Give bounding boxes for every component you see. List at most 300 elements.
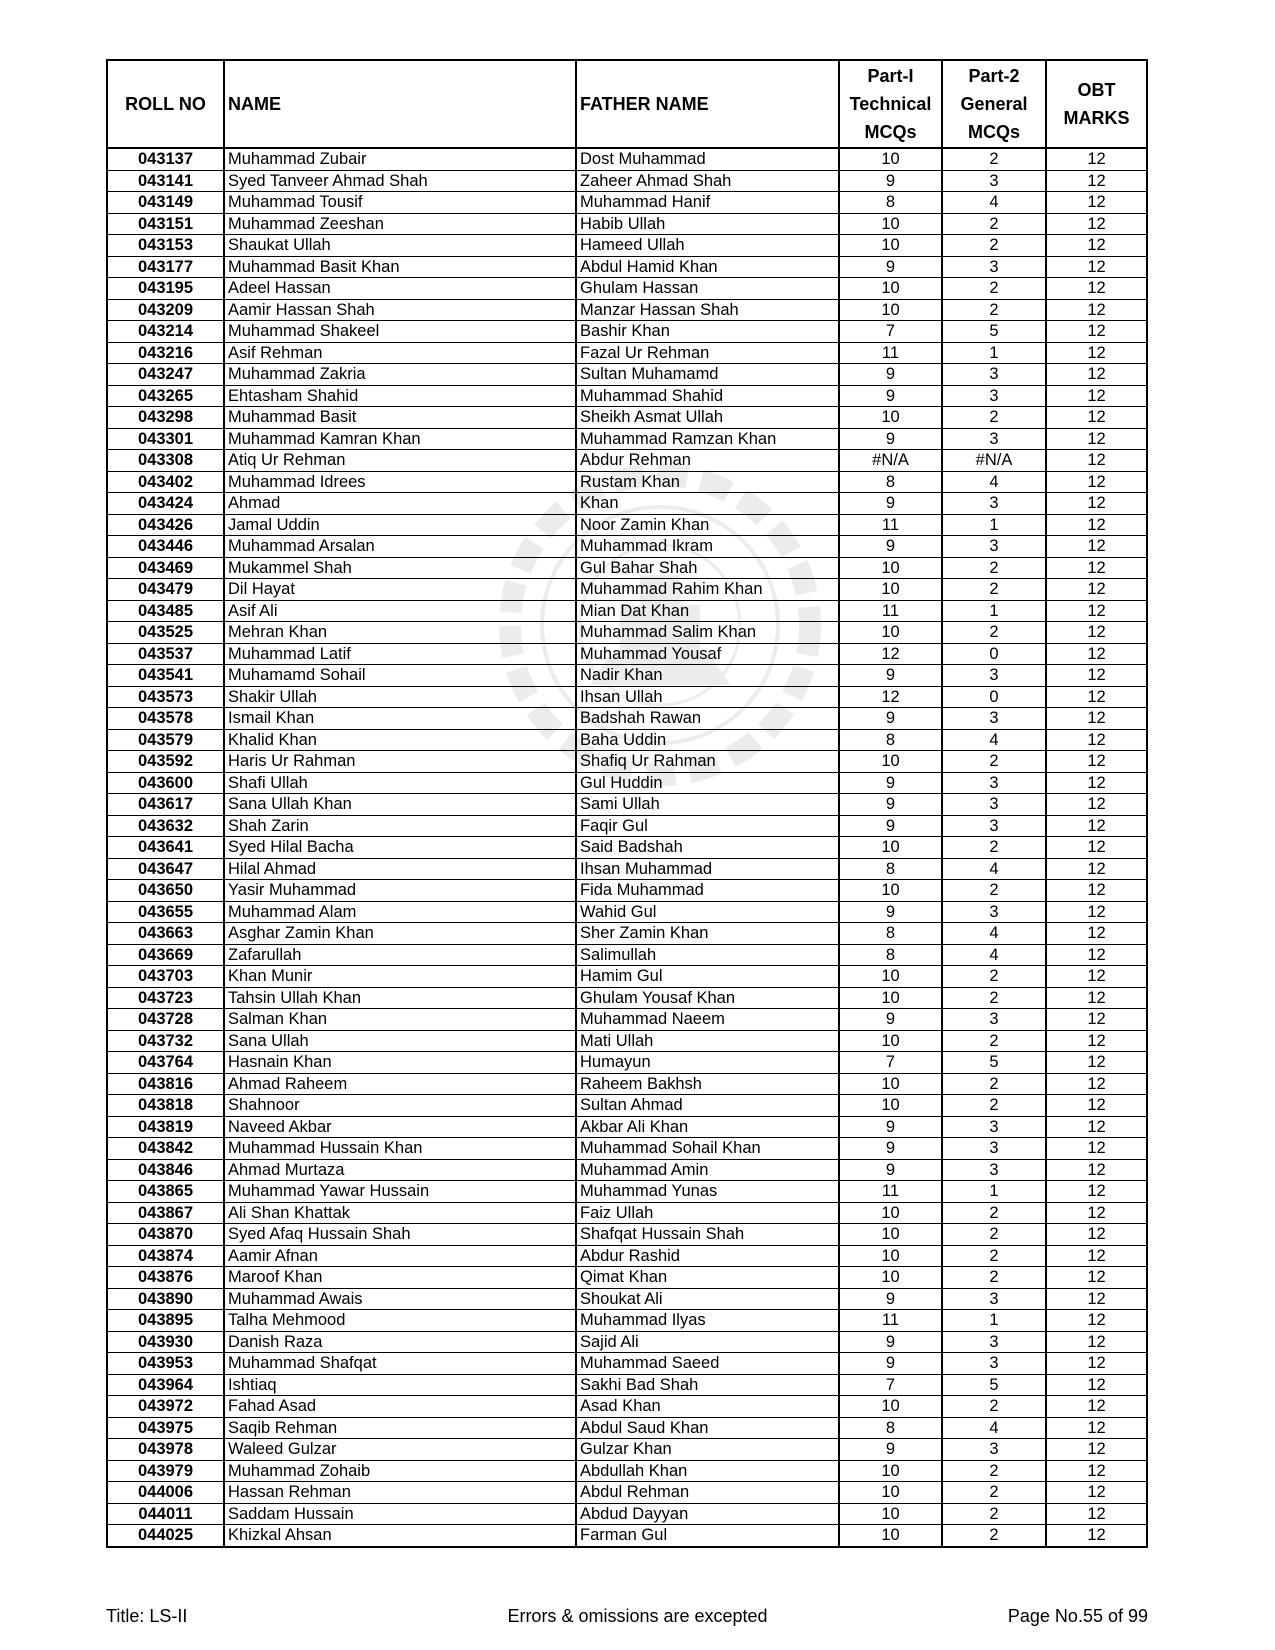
obt-marks-cell: 12 — [1046, 385, 1147, 407]
table-row — [107, 170, 1147, 192]
roll-no-cell: 043216 — [107, 342, 224, 364]
part1-score-cell: 8 — [839, 944, 942, 966]
obt-marks-cell: 12 — [1046, 751, 1147, 773]
part2-score-cell: 2 — [942, 278, 1046, 300]
part2-score-cell: 2 — [942, 579, 1046, 601]
roll-no-cell: 043301 — [107, 428, 224, 450]
header-part1-line1: Part-I — [867, 66, 914, 86]
roll-no-cell: 043177 — [107, 256, 224, 278]
roll-no-cell: 043870 — [107, 1224, 224, 1246]
obt-marks-cell: 12 — [1046, 600, 1147, 622]
table-row — [107, 1138, 1147, 1160]
roll-no-cell: 043890 — [107, 1288, 224, 1310]
roll-no-cell: 043579 — [107, 729, 224, 751]
part1-score-cell: 9 — [839, 901, 942, 923]
obt-marks-cell: 12 — [1046, 1353, 1147, 1375]
header-part2-general — [942, 60, 1046, 148]
header-part2-line3: MCQs — [967, 122, 1020, 142]
father-name-cell: Farman Gul — [576, 1525, 839, 1547]
name-cell: Muhammad Shakeel — [224, 321, 576, 343]
part1-score-cell: 12 — [839, 686, 942, 708]
part2-score-cell: 3 — [942, 1116, 1046, 1138]
roll-no-cell: 043617 — [107, 794, 224, 816]
header-obt-marks — [1046, 60, 1147, 148]
father-name-cell: Muhammad Ilyas — [576, 1310, 839, 1332]
father-name-cell: Khan — [576, 493, 839, 515]
name-cell: Asif Ali — [224, 600, 576, 622]
roll-no-cell: 043298 — [107, 407, 224, 429]
table-row — [107, 148, 1147, 170]
part2-score-cell: 2 — [942, 1073, 1046, 1095]
roll-no-cell: 043479 — [107, 579, 224, 601]
father-name-cell: Ihsan Ullah — [576, 686, 839, 708]
obt-marks-cell: 12 — [1046, 299, 1147, 321]
obt-marks-cell: 12 — [1046, 148, 1147, 170]
header-obt-line1: OBT — [1077, 80, 1116, 100]
part2-score-cell: 2 — [942, 1503, 1046, 1525]
part1-score-cell: 9 — [839, 1288, 942, 1310]
father-name-cell: Faiz Ullah — [576, 1202, 839, 1224]
roll-no-cell: 043964 — [107, 1374, 224, 1396]
father-name-cell: Muhammad Salim Khan — [576, 622, 839, 644]
table-row — [107, 299, 1147, 321]
part2-score-cell: 3 — [942, 665, 1046, 687]
table-body — [107, 148, 1147, 1547]
part1-score-cell: 8 — [839, 471, 942, 493]
name-cell: Atiq Ur Rehman — [224, 450, 576, 472]
part2-score-cell: 4 — [942, 858, 1046, 880]
part1-score-cell: 9 — [839, 493, 942, 515]
roll-no-cell: 043137 — [107, 148, 224, 170]
roll-no-cell: 043930 — [107, 1331, 224, 1353]
table-row — [107, 1030, 1147, 1052]
table-row — [107, 751, 1147, 773]
part1-score-cell: 10 — [839, 579, 942, 601]
part1-score-cell: 10 — [839, 1202, 942, 1224]
roll-no-cell: 043641 — [107, 837, 224, 859]
father-name-cell: Baha Uddin — [576, 729, 839, 751]
part2-score-cell: 2 — [942, 1482, 1046, 1504]
part2-score-cell: #N/A — [942, 450, 1046, 472]
part1-score-cell: 10 — [839, 148, 942, 170]
part2-score-cell: 2 — [942, 837, 1046, 859]
part1-score-cell: 9 — [839, 1159, 942, 1181]
father-name-cell: Sajid Ali — [576, 1331, 839, 1353]
part2-score-cell: 3 — [942, 1009, 1046, 1031]
part1-score-cell: 11 — [839, 342, 942, 364]
part1-score-cell: 11 — [839, 514, 942, 536]
part2-score-cell: 4 — [942, 923, 1046, 945]
name-cell: Ahmad — [224, 493, 576, 515]
table-row — [107, 923, 1147, 945]
part1-score-cell: 7 — [839, 1374, 942, 1396]
name-cell: Muhammad Zubair — [224, 148, 576, 170]
name-cell: Mehran Khan — [224, 622, 576, 644]
name-cell: Muhammad Alam — [224, 901, 576, 923]
obt-marks-cell: 12 — [1046, 557, 1147, 579]
table-row — [107, 708, 1147, 730]
roll-no-cell: 043209 — [107, 299, 224, 321]
father-name-cell: Habib Ullah — [576, 213, 839, 235]
obt-marks-cell: 12 — [1046, 321, 1147, 343]
part1-score-cell: 10 — [839, 1460, 942, 1482]
part2-score-cell: 3 — [942, 536, 1046, 558]
obt-marks-cell: 12 — [1046, 1310, 1147, 1332]
part1-score-cell: 7 — [839, 1052, 942, 1074]
father-name-cell: Ghulam Yousaf Khan — [576, 987, 839, 1009]
table-row — [107, 493, 1147, 515]
name-cell: Muhammad Basit Khan — [224, 256, 576, 278]
name-cell: Muhammad Tousif — [224, 192, 576, 214]
father-name-cell: Gulzar Khan — [576, 1439, 839, 1461]
roll-no-cell: 043842 — [107, 1138, 224, 1160]
father-name-cell: Zaheer Ahmad Shah — [576, 170, 839, 192]
obt-marks-cell: 12 — [1046, 858, 1147, 880]
obt-marks-cell: 12 — [1046, 1009, 1147, 1031]
obt-marks-cell: 12 — [1046, 1095, 1147, 1117]
part1-score-cell: 9 — [839, 1138, 942, 1160]
table-row — [107, 1095, 1147, 1117]
name-cell: Shahnoor — [224, 1095, 576, 1117]
part2-score-cell: 2 — [942, 213, 1046, 235]
obt-marks-cell: 12 — [1046, 1181, 1147, 1203]
part1-score-cell: 10 — [839, 1030, 942, 1052]
table-header — [107, 60, 1147, 148]
roll-no-cell: 043978 — [107, 1439, 224, 1461]
father-name-cell: Sultan Muhamamd — [576, 364, 839, 386]
table-row — [107, 1116, 1147, 1138]
part2-score-cell: 3 — [942, 772, 1046, 794]
name-cell: Zafarullah — [224, 944, 576, 966]
table-row — [107, 944, 1147, 966]
obt-marks-cell: 12 — [1046, 213, 1147, 235]
part1-score-cell: #N/A — [839, 450, 942, 472]
obt-marks-cell: 12 — [1046, 923, 1147, 945]
obt-marks-cell: 12 — [1046, 1482, 1147, 1504]
part2-score-cell: 2 — [942, 1224, 1046, 1246]
name-cell: Ali Shan Khattak — [224, 1202, 576, 1224]
name-cell: Muhammad Zakria — [224, 364, 576, 386]
obt-marks-cell: 12 — [1046, 1224, 1147, 1246]
part2-score-cell: 4 — [942, 1417, 1046, 1439]
obt-marks-cell: 12 — [1046, 772, 1147, 794]
name-cell: Asghar Zamin Khan — [224, 923, 576, 945]
part2-score-cell: 3 — [942, 1331, 1046, 1353]
table-row — [107, 858, 1147, 880]
father-name-cell: Muhammad Rahim Khan — [576, 579, 839, 601]
obt-marks-cell: 12 — [1046, 1116, 1147, 1138]
roll-no-cell: 043141 — [107, 170, 224, 192]
name-cell: Ismail Khan — [224, 708, 576, 730]
father-name-cell: Badshah Rawan — [576, 708, 839, 730]
name-cell: Shafi Ullah — [224, 772, 576, 794]
roll-no-cell: 043728 — [107, 1009, 224, 1031]
table-row — [107, 794, 1147, 816]
part1-score-cell: 10 — [839, 1073, 942, 1095]
obt-marks-cell: 12 — [1046, 450, 1147, 472]
name-cell: Shakir Ullah — [224, 686, 576, 708]
roll-no-cell: 043485 — [107, 600, 224, 622]
part1-score-cell: 9 — [839, 256, 942, 278]
part2-score-cell: 5 — [942, 1374, 1046, 1396]
father-name-cell: Abdul Hamid Khan — [576, 256, 839, 278]
name-cell: Muhammad Arsalan — [224, 536, 576, 558]
table-row — [107, 256, 1147, 278]
obt-marks-cell: 12 — [1046, 342, 1147, 364]
father-name-cell: Raheem Bakhsh — [576, 1073, 839, 1095]
father-name-cell: Sher Zamin Khan — [576, 923, 839, 945]
father-name-cell: Muhammad Yousaf — [576, 643, 839, 665]
father-name-cell: Sami Ullah — [576, 794, 839, 816]
obt-marks-cell: 12 — [1046, 1439, 1147, 1461]
obt-marks-cell: 12 — [1046, 407, 1147, 429]
obt-marks-cell: 12 — [1046, 1374, 1147, 1396]
header-part1-line2: Technical — [849, 94, 932, 114]
document-title: Title: LS-II — [106, 1606, 188, 1626]
roll-no-cell: 043874 — [107, 1245, 224, 1267]
part2-score-cell: 2 — [942, 966, 1046, 988]
father-name-cell: Abdur Rehman — [576, 450, 839, 472]
father-name-cell: Faqir Gul — [576, 815, 839, 837]
table-row — [107, 579, 1147, 601]
part1-score-cell: 10 — [839, 751, 942, 773]
roll-no-cell: 043819 — [107, 1116, 224, 1138]
roll-no-cell: 044011 — [107, 1503, 224, 1525]
table-row — [107, 385, 1147, 407]
obt-marks-cell: 12 — [1046, 815, 1147, 837]
table-row — [107, 1439, 1147, 1461]
header-part1-line3: MCQs — [864, 122, 917, 142]
part1-score-cell: 9 — [839, 1439, 942, 1461]
part1-score-cell: 9 — [839, 794, 942, 816]
part1-score-cell: 10 — [839, 837, 942, 859]
father-name-cell: Abdul Rehman — [576, 1482, 839, 1504]
part2-score-cell: 2 — [942, 880, 1046, 902]
name-cell: Sana Ullah — [224, 1030, 576, 1052]
table-row — [107, 471, 1147, 493]
father-name-cell: Abdullah Khan — [576, 1460, 839, 1482]
name-cell: Muhammad Awais — [224, 1288, 576, 1310]
father-name-cell: Abdur Rashid — [576, 1245, 839, 1267]
table-row — [107, 686, 1147, 708]
table-row — [107, 1374, 1147, 1396]
obt-marks-cell: 12 — [1046, 1138, 1147, 1160]
part2-score-cell: 2 — [942, 1245, 1046, 1267]
obt-marks-cell: 12 — [1046, 944, 1147, 966]
part2-score-cell: 2 — [942, 1202, 1046, 1224]
part1-score-cell: 9 — [839, 772, 942, 794]
name-cell: Muhammad Hussain Khan — [224, 1138, 576, 1160]
roll-no-cell: 043764 — [107, 1052, 224, 1074]
part1-score-cell: 10 — [839, 278, 942, 300]
father-name-cell: Sakhi Bad Shah — [576, 1374, 839, 1396]
part1-score-cell: 10 — [839, 987, 942, 1009]
obt-marks-cell: 12 — [1046, 729, 1147, 751]
table-row — [107, 1224, 1147, 1246]
obt-marks-cell: 12 — [1046, 686, 1147, 708]
part2-score-cell: 3 — [942, 815, 1046, 837]
table-row — [107, 622, 1147, 644]
table-row — [107, 966, 1147, 988]
name-cell: Ehtasham Shahid — [224, 385, 576, 407]
father-name-cell: Asad Khan — [576, 1396, 839, 1418]
part2-score-cell: 2 — [942, 235, 1046, 257]
table-row — [107, 1181, 1147, 1203]
part1-score-cell: 9 — [839, 1116, 942, 1138]
obt-marks-cell: 12 — [1046, 428, 1147, 450]
name-cell: Khan Munir — [224, 966, 576, 988]
obt-marks-cell: 12 — [1046, 1288, 1147, 1310]
roll-no-cell: 043876 — [107, 1267, 224, 1289]
name-cell: Muhammad Yawar Hussain — [224, 1181, 576, 1203]
obt-marks-cell: 12 — [1046, 256, 1147, 278]
roll-no-cell: 043816 — [107, 1073, 224, 1095]
roll-no-cell: 043402 — [107, 471, 224, 493]
table-row — [107, 321, 1147, 343]
roll-no-cell: 043655 — [107, 901, 224, 923]
header-part1-technical — [839, 60, 942, 148]
roll-no-cell: 043972 — [107, 1396, 224, 1418]
roll-no-cell: 043650 — [107, 880, 224, 902]
part1-score-cell: 9 — [839, 665, 942, 687]
part2-score-cell: 3 — [942, 794, 1046, 816]
name-cell: Haris Ur Rahman — [224, 751, 576, 773]
part1-score-cell: 9 — [839, 536, 942, 558]
father-name-cell: Muhammad Shahid — [576, 385, 839, 407]
father-name-cell: Mian Dat Khan — [576, 600, 839, 622]
father-name-cell: Manzar Hassan Shah — [576, 299, 839, 321]
table-row — [107, 1460, 1147, 1482]
header-roll-no: ROLL NO — [107, 60, 224, 148]
roll-no-cell: 043573 — [107, 686, 224, 708]
father-name-cell: Qimat Khan — [576, 1267, 839, 1289]
part2-score-cell: 5 — [942, 1052, 1046, 1074]
part1-score-cell: 11 — [839, 1310, 942, 1332]
father-name-cell: Shafqat Hussain Shah — [576, 1224, 839, 1246]
header-part2-line2: General — [960, 94, 1028, 114]
part2-score-cell: 3 — [942, 256, 1046, 278]
roll-no-cell: 043600 — [107, 772, 224, 794]
part2-score-cell: 3 — [942, 1288, 1046, 1310]
name-cell: Fahad Asad — [224, 1396, 576, 1418]
roll-no-cell: 043663 — [107, 923, 224, 945]
part1-score-cell: 9 — [839, 385, 942, 407]
obt-marks-cell: 12 — [1046, 1525, 1147, 1547]
part2-score-cell: 2 — [942, 1267, 1046, 1289]
name-cell: Muhammad Latif — [224, 643, 576, 665]
father-name-cell: Shafiq Ur Rahman — [576, 751, 839, 773]
table-row — [107, 235, 1147, 257]
table-row — [107, 1503, 1147, 1525]
obt-marks-cell: 12 — [1046, 1245, 1147, 1267]
part1-score-cell: 10 — [839, 407, 942, 429]
part2-score-cell: 3 — [942, 1439, 1046, 1461]
part2-score-cell: 0 — [942, 686, 1046, 708]
errors-notice: Errors & omissions are excepted — [507, 1606, 768, 1626]
roll-no-cell: 043308 — [107, 450, 224, 472]
obt-marks-cell: 12 — [1046, 493, 1147, 515]
obt-marks-cell: 12 — [1046, 514, 1147, 536]
part1-score-cell: 10 — [839, 1525, 942, 1547]
header-name: NAME — [224, 60, 576, 148]
table-row — [107, 1202, 1147, 1224]
part1-score-cell: 8 — [839, 729, 942, 751]
name-cell: Muhammad Zohaib — [224, 1460, 576, 1482]
roll-no-cell: 043818 — [107, 1095, 224, 1117]
roll-no-cell: 043975 — [107, 1417, 224, 1439]
name-cell: Hilal Ahmad — [224, 858, 576, 880]
obt-marks-cell: 12 — [1046, 987, 1147, 1009]
obt-marks-cell: 12 — [1046, 901, 1147, 923]
part2-score-cell: 3 — [942, 1353, 1046, 1375]
part1-score-cell: 9 — [839, 708, 942, 730]
table-row — [107, 342, 1147, 364]
part2-score-cell: 4 — [942, 192, 1046, 214]
father-name-cell: Ghulam Hassan — [576, 278, 839, 300]
table-row — [107, 643, 1147, 665]
part1-score-cell: 10 — [839, 1095, 942, 1117]
name-cell: Dil Hayat — [224, 579, 576, 601]
father-name-cell: Muhammad Hanif — [576, 192, 839, 214]
part2-score-cell: 2 — [942, 1525, 1046, 1547]
part1-score-cell: 10 — [839, 1396, 942, 1418]
table-row — [107, 1159, 1147, 1181]
part1-score-cell: 8 — [839, 858, 942, 880]
roll-no-cell: 043153 — [107, 235, 224, 257]
roll-no-cell: 043578 — [107, 708, 224, 730]
part1-score-cell: 10 — [839, 966, 942, 988]
name-cell: Mukammel Shah — [224, 557, 576, 579]
header-part2-line1: Part-2 — [968, 66, 1020, 86]
part2-score-cell: 1 — [942, 1310, 1046, 1332]
obt-marks-cell: 12 — [1046, 966, 1147, 988]
roll-no-cell: 043149 — [107, 192, 224, 214]
name-cell: Saddam Hussain — [224, 1503, 576, 1525]
roll-no-cell: 043469 — [107, 557, 224, 579]
name-cell: Sana Ullah Khan — [224, 794, 576, 816]
part1-score-cell: 10 — [839, 1224, 942, 1246]
obt-marks-cell: 12 — [1046, 192, 1147, 214]
father-name-cell: Humayun — [576, 1052, 839, 1074]
obt-marks-cell: 12 — [1046, 1396, 1147, 1418]
table-row — [107, 1396, 1147, 1418]
name-cell: Salman Khan — [224, 1009, 576, 1031]
father-name-cell: Abdul Saud Khan — [576, 1417, 839, 1439]
father-name-cell: Muhammad Sohail Khan — [576, 1138, 839, 1160]
table-row — [107, 987, 1147, 1009]
obt-marks-cell: 12 — [1046, 1417, 1147, 1439]
part2-score-cell: 3 — [942, 428, 1046, 450]
table-row — [107, 665, 1147, 687]
part1-score-cell: 7 — [839, 321, 942, 343]
table-row — [107, 514, 1147, 536]
roll-no-cell: 043865 — [107, 1181, 224, 1203]
part1-score-cell: 10 — [839, 235, 942, 257]
part2-score-cell: 2 — [942, 148, 1046, 170]
table-row — [107, 407, 1147, 429]
results-table — [106, 59, 1148, 1548]
father-name-cell: Salimullah — [576, 944, 839, 966]
table-row — [107, 1245, 1147, 1267]
table-row — [107, 1288, 1147, 1310]
table-row — [107, 428, 1147, 450]
part2-score-cell: 2 — [942, 557, 1046, 579]
father-name-cell: Shoukat Ali — [576, 1288, 839, 1310]
father-name-cell: Muhammad Ramzan Khan — [576, 428, 839, 450]
obt-marks-cell: 12 — [1046, 1159, 1147, 1181]
father-name-cell: Noor Zamin Khan — [576, 514, 839, 536]
obt-marks-cell: 12 — [1046, 1202, 1147, 1224]
